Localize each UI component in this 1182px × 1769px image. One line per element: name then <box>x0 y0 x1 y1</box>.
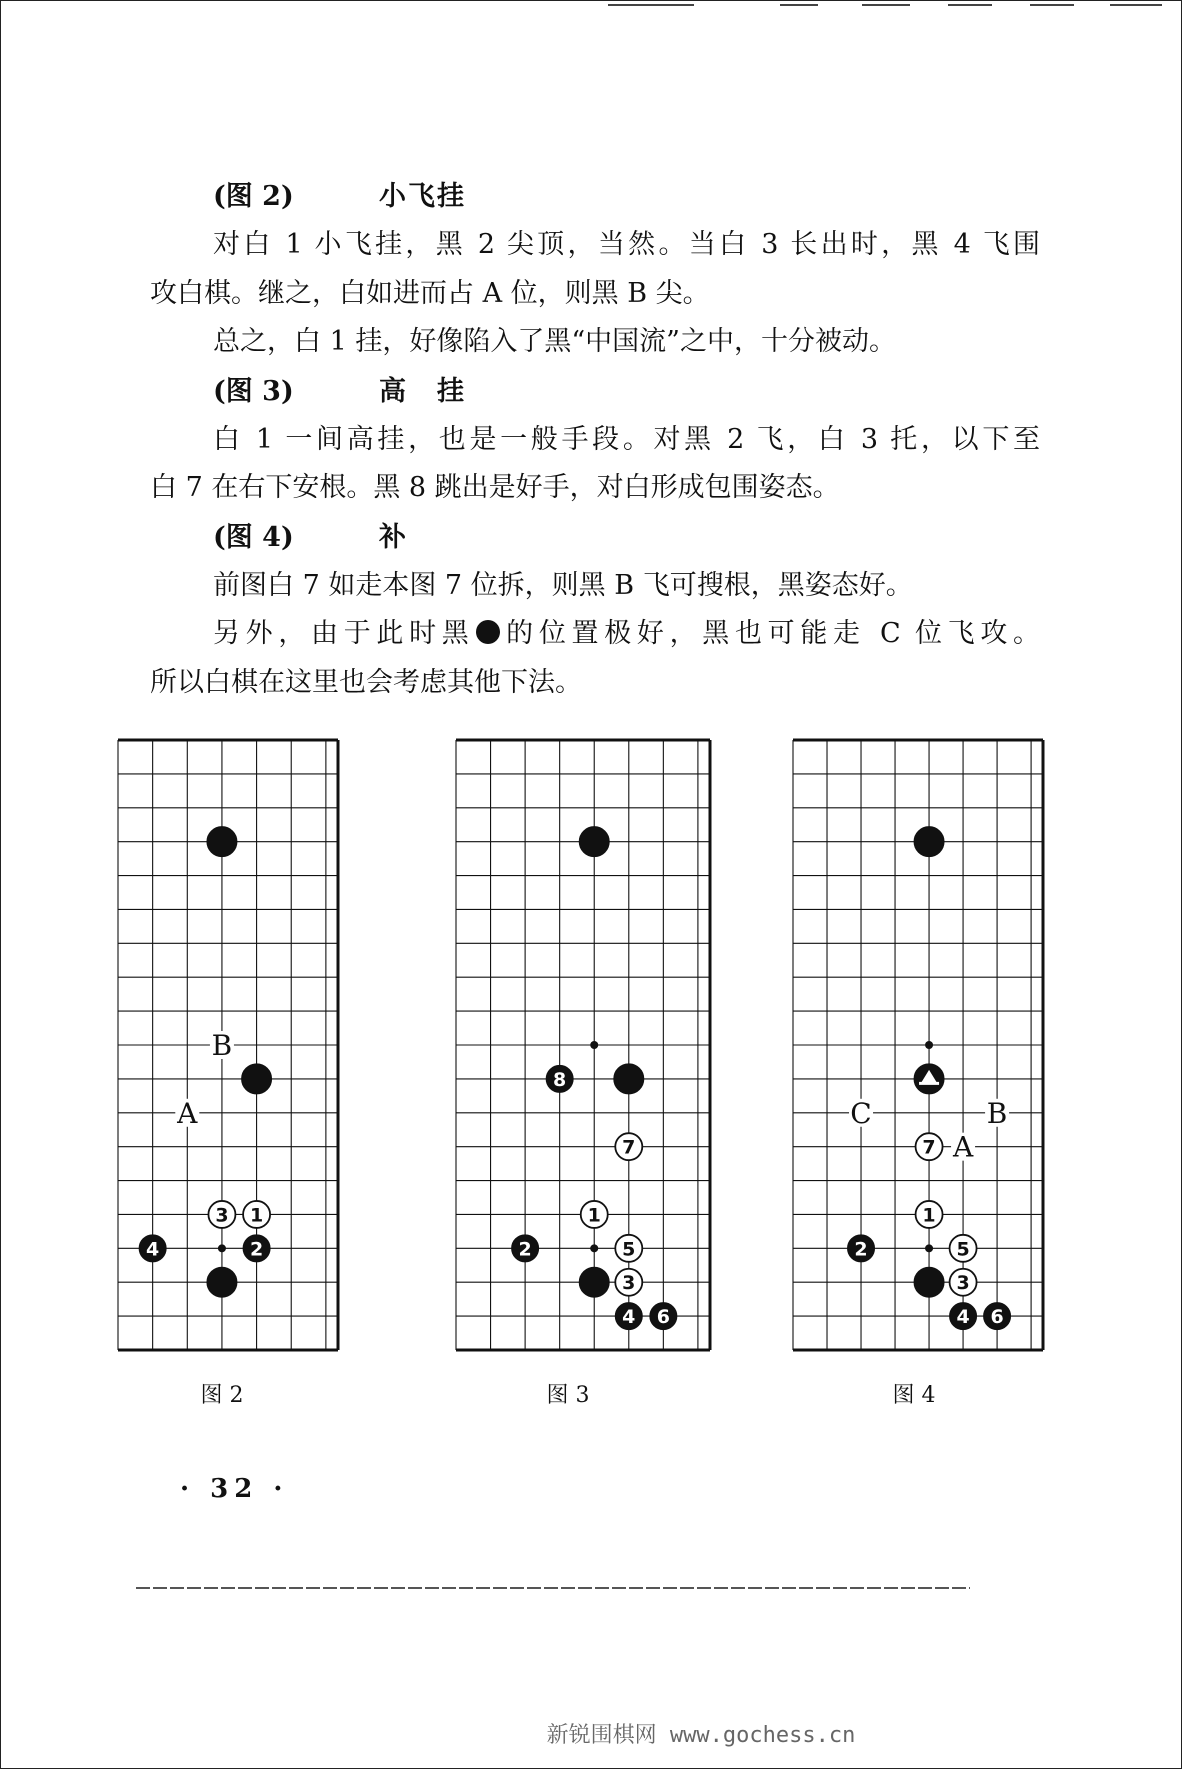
black-stone <box>579 1267 609 1297</box>
stone-move-number: 3 <box>215 1204 229 1227</box>
stone-move-number: 1 <box>587 1204 601 1227</box>
section-heading-3 <box>150 513 1040 562</box>
stone-move-number: 6 <box>990 1306 1004 1329</box>
stone-move-number: 4 <box>956 1306 970 1329</box>
watermark-site-name: 新锐围棋网 <box>546 1723 657 1748</box>
figure-ref: (图 2) <box>213 181 294 212</box>
top-rules <box>0 4 1182 10</box>
go-diagram-2 <box>118 740 338 1350</box>
triangle-mark-base <box>919 1082 939 1085</box>
section-title: 高 挂 <box>379 375 466 407</box>
star-point <box>218 1244 226 1252</box>
black-stone <box>579 827 609 857</box>
paragraph-line: 白 1 一间高挂，也是一般手段。对黑 2 飞，白 3 托，以下至 <box>213 423 1040 455</box>
star-point <box>590 1041 598 1049</box>
paragraph-line: 白 7 在右下安根。黑 8 跳出是好手，对白形成包围姿态。 <box>150 472 840 503</box>
stone-move-number: 1 <box>249 1204 264 1227</box>
watermark-url: www.gochess.cn <box>669 1723 856 1748</box>
paragraph-line <box>150 610 1040 659</box>
paragraph-line: 攻白棋。继之，白如进而占 A 位，则黑 B 尖。 <box>150 277 710 309</box>
star-point <box>925 1244 933 1252</box>
diagram-caption: 图 2 <box>200 1383 244 1408</box>
stone-move-number: 6 <box>656 1306 670 1329</box>
diagram-caption: 图 3 <box>546 1383 590 1408</box>
go-diagram-4 <box>793 740 1043 1350</box>
stone-move-number: 2 <box>854 1238 868 1261</box>
black-stone <box>207 827 237 857</box>
stone-move-number: 7 <box>922 1136 936 1159</box>
go-board <box>118 740 338 1350</box>
black-stone <box>207 1267 237 1297</box>
stone-move-number: 5 <box>622 1238 636 1261</box>
figure-ref: (图 4) <box>213 521 294 553</box>
black-stone <box>614 1064 644 1094</box>
stone-move-number: 4 <box>622 1306 636 1329</box>
board-letter-label: B <box>986 1096 1008 1130</box>
go-board <box>456 740 710 1350</box>
paragraph-line: 前图白 7 如走本图 7 位拆，则黑 B 飞可搜根，黑姿态好。 <box>213 569 913 601</box>
stone-move-number: 2 <box>249 1238 264 1261</box>
board-letter-label: A <box>952 1130 974 1164</box>
bottom-rule <box>136 1587 970 1589</box>
stone-move-number: 2 <box>518 1238 532 1261</box>
go-board <box>793 740 1043 1350</box>
paragraph-line: 总之，白 1 挂，好像陷入了黑“中国流”之中，十分被动。 <box>213 326 896 357</box>
star-point <box>925 1041 933 1049</box>
stone-move-number: 1 <box>922 1204 936 1227</box>
board-letter-label: A <box>177 1096 198 1130</box>
paragraph-line: 对白 1 小飞挂，黑 2 尖顶，当然。当白 3 长出时，黑 4 飞围 <box>213 229 1040 260</box>
text-after-stone: 的位置极好，黑也可能走 C 位飞攻。 <box>500 618 1040 649</box>
black-stone <box>914 827 944 857</box>
section-heading-2 <box>150 367 1040 416</box>
stone-move-number: 5 <box>956 1238 970 1261</box>
board-letter-label: C <box>850 1096 872 1130</box>
stone-move-number: 3 <box>956 1272 970 1295</box>
section-title: 补 <box>379 521 408 553</box>
go-diagram-3 <box>456 740 710 1350</box>
stone-move-number: 3 <box>622 1272 636 1295</box>
watermark <box>0 1718 1182 1749</box>
section-title: 小飞挂 <box>379 181 466 212</box>
paragraph-line: 所以白棋在这里也会考虑其他下法。 <box>150 666 582 698</box>
figure-ref: (图 3) <box>213 375 294 407</box>
black-stone <box>242 1064 272 1094</box>
stone-move-number: 7 <box>622 1136 636 1159</box>
section-heading-1 <box>150 172 1040 221</box>
text-before-stone: 另外，由于此时黑 <box>213 618 475 649</box>
star-point <box>590 1244 598 1252</box>
black-stone-icon <box>476 620 500 644</box>
text-block <box>150 172 1040 707</box>
board-letter-label: B <box>211 1029 233 1062</box>
diagram-caption: 图 4 <box>892 1383 936 1408</box>
stone-move-number: 8 <box>553 1068 567 1091</box>
black-stone <box>914 1267 944 1297</box>
page-number: · 32 · <box>180 1474 289 1504</box>
stone-move-number: 4 <box>146 1238 160 1261</box>
